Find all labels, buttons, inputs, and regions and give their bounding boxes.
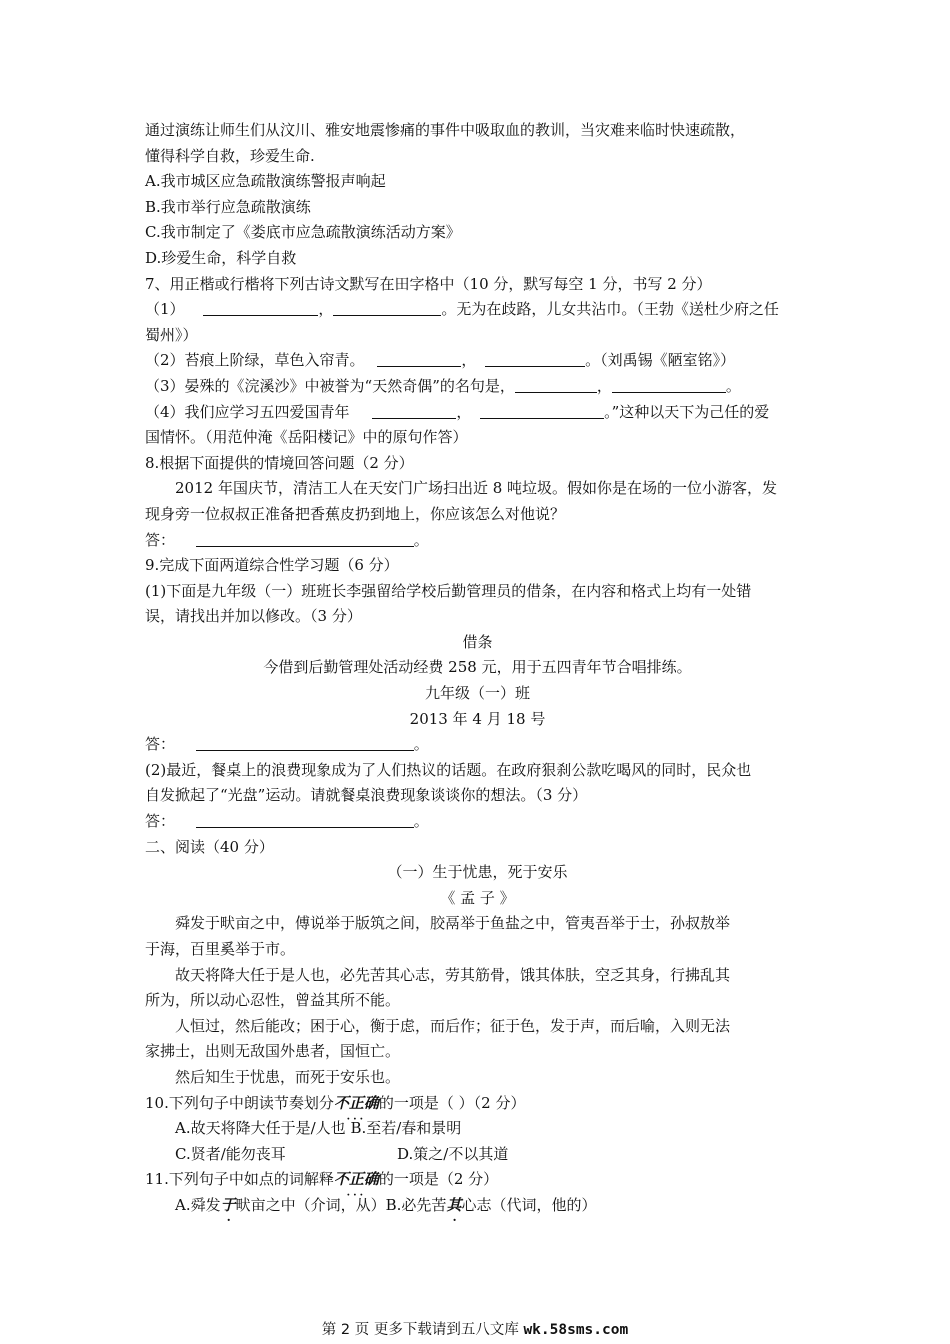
- q9-title: 9.完成下面两道综合性学习题（6 分）: [145, 556, 399, 575]
- passage-p4: 然后知生于忧患，而死于安乐也。: [175, 1067, 401, 1086]
- q7-title: 7、用正楷或行楷将下列古诗文默写在田字格中（10 分，默写每空 1 分，书写 2 分）: [145, 274, 712, 293]
- passage-p1-line2: 于海，百里奚举于市。: [145, 940, 296, 958]
- q6-option-b: B.我市举行应急疏散演练: [145, 197, 311, 216]
- answer-blank[interactable]: [203, 299, 318, 316]
- note-sign: 九年级（一）班: [424, 684, 530, 703]
- q7-item-4: （4）我们应学习五四爱国青年 ， 。”这种以天下为己任的爱: [145, 402, 770, 421]
- answer-blank[interactable]: [377, 350, 461, 367]
- q9-part2-line2: 自发掀起了“光盘”运动。请就餐桌浪费现象谈谈你的想法。（3 分）: [145, 786, 588, 805]
- page-number: 第 2 页: [321, 1322, 370, 1338]
- q10-option-c: C.贤者/能勿丧耳: [175, 1144, 286, 1163]
- dotted-word: 其: [446, 1195, 462, 1214]
- answer-blank[interactable]: [196, 811, 414, 828]
- q8-para-line2: 现身旁一位叔叔正准备把香蕉皮扔到地上，你应该怎么对他说？: [145, 504, 566, 523]
- answer-blank[interactable]: [372, 402, 456, 419]
- q8-title: 8.根据下面提供的情境回答问题（2 分）: [145, 453, 414, 472]
- q9-part2-line1: (2)最近，餐桌上的浪费现象成为了人们热议的话题。在政府狠刹公款吃喝风的同时，民众也: [145, 760, 752, 779]
- passage-p1-line1: 舜发于畎亩之中，傅说举于版筑之间，胶鬲举于鱼盐之中，管夷吾举于士，孙叔敖举: [175, 914, 731, 933]
- page-footer: [0, 1318, 950, 1339]
- note-title: 借条: [462, 632, 493, 651]
- q7-item-1-num: （1）: [145, 300, 185, 319]
- answer-blank[interactable]: [612, 376, 726, 393]
- answer-blank[interactable]: [196, 734, 414, 751]
- reading-section-title: 二、阅读（40 分）: [145, 837, 274, 856]
- footer-link[interactable]: wk.58sms.com: [523, 1322, 629, 1338]
- answer-blank[interactable]: [333, 299, 441, 316]
- q6-option-a: A.我市城区应急疏散演练警报声响起: [145, 172, 386, 191]
- passage-title: （一）生于忧患，死于安乐: [387, 863, 568, 882]
- q9-part1-line2: 误，请找出并加以修改。（3 分）: [145, 607, 362, 626]
- passage-p3-line1: 人恒过，然后能改；困于心，衡于虑，而后作；征于色，发于声，而后喻，入则无法: [175, 1016, 731, 1035]
- q10-option-b: B.至若/春和景明: [350, 1119, 462, 1138]
- q11-title: 11.下列句子中如点的词解释不正确 ···的一项是（2 分）: [145, 1167, 810, 1193]
- q7-item-1-cont: 蜀州》）: [145, 325, 198, 344]
- q8-para-line1: 2012 年国庆节，清洁工人在天安门广场扫出近 8 吨垃圾。假如你是在场的一位小游客，发: [175, 479, 778, 498]
- q6-option-c: C.我市制定了《娄底市应急疏散演练活动方案》: [145, 223, 461, 242]
- passage-p2-line2: 所为，所以动心忍性，曾益其所不能。: [145, 991, 401, 1010]
- q6-text-line1: 通过演练让师生们从汶川、雅安地震惨痛的事件中吸取血的教训，当灾难来临时快速疏散，: [145, 121, 746, 139]
- passage-author: 《 孟 子 》: [440, 888, 515, 907]
- answer-blank[interactable]: [196, 530, 414, 547]
- answer-blank[interactable]: [480, 402, 604, 419]
- emphasis-text: 不正确 ···: [334, 1170, 379, 1188]
- q7-item-2: （2）苔痕上阶绿，草色入帘青。 ， 。（刘禹锡《陋室铭》）: [145, 351, 736, 370]
- answer-blank[interactable]: [485, 350, 585, 367]
- q7-item-3: （3）晏殊的《浣溪沙》中被誉为“天然奇偶”的名句是， ， 。: [145, 376, 741, 395]
- q11-options-ab: A.舜发于畎亩之中（介词，从）B.必先苦其心志（代词，他的）: [175, 1195, 597, 1214]
- document-page: [145, 118, 810, 1219]
- passage-p3-line2: 家拂士，出则无敌国外患者，国恒亡。: [145, 1042, 401, 1061]
- footer-text: 更多下载请到五八文库: [369, 1322, 524, 1338]
- q6-option-d: D.珍爱生命，科学自救: [145, 248, 297, 267]
- q10-option-d: D.策之/不以其道: [397, 1144, 509, 1163]
- passage-p2-line1: 故天将降大任于是人也，必先苦其心志，劳其筋骨，饿其体肤，空乏其身，行拂乱其: [175, 965, 731, 984]
- q10-title: 10.下列句子中朗读节奏划分不正确 ···的一项是（ ）（2 分）: [145, 1091, 810, 1117]
- q7-item-1: （1） ， 。无为在歧路，儿女共沾巾。（王勃《送杜少府之任: [145, 300, 779, 319]
- q10-option-a: A.故天将降大任于是/人也: [175, 1119, 346, 1138]
- note-date: 2013 年 4 月 18 号: [409, 709, 546, 728]
- q10-options-cd: [145, 1142, 810, 1168]
- q10-options-ab: [145, 1116, 810, 1142]
- note-body: 今借到后勤管理处活动经费 258 元，用于五四青年节合唱排练。: [263, 658, 692, 677]
- q9-answer-2: 答： 。: [145, 812, 429, 831]
- q7-item-4-cont: 国情怀。（用范仲淹《岳阳楼记》中的原句作答）: [145, 428, 468, 447]
- q8-answer: 答： 。: [145, 530, 429, 549]
- q7-item-1-text: 。无为在歧路，儿女共沾巾。（王勃《送杜少府之任: [441, 300, 779, 319]
- q9-part1-line1: (1)下面是九年级（一）班班长李强留给学校后勤管理员的借条，在内容和格式上均有一处错: [145, 581, 752, 600]
- answer-blank[interactable]: [515, 376, 597, 393]
- emphasis-text: 不正确 ···: [334, 1094, 379, 1112]
- dotted-word: 于: [220, 1195, 236, 1214]
- q6-text-line2: 懂得科学自救，珍爱生命.: [145, 146, 315, 165]
- q9-answer-1: 答： 。: [145, 735, 429, 754]
